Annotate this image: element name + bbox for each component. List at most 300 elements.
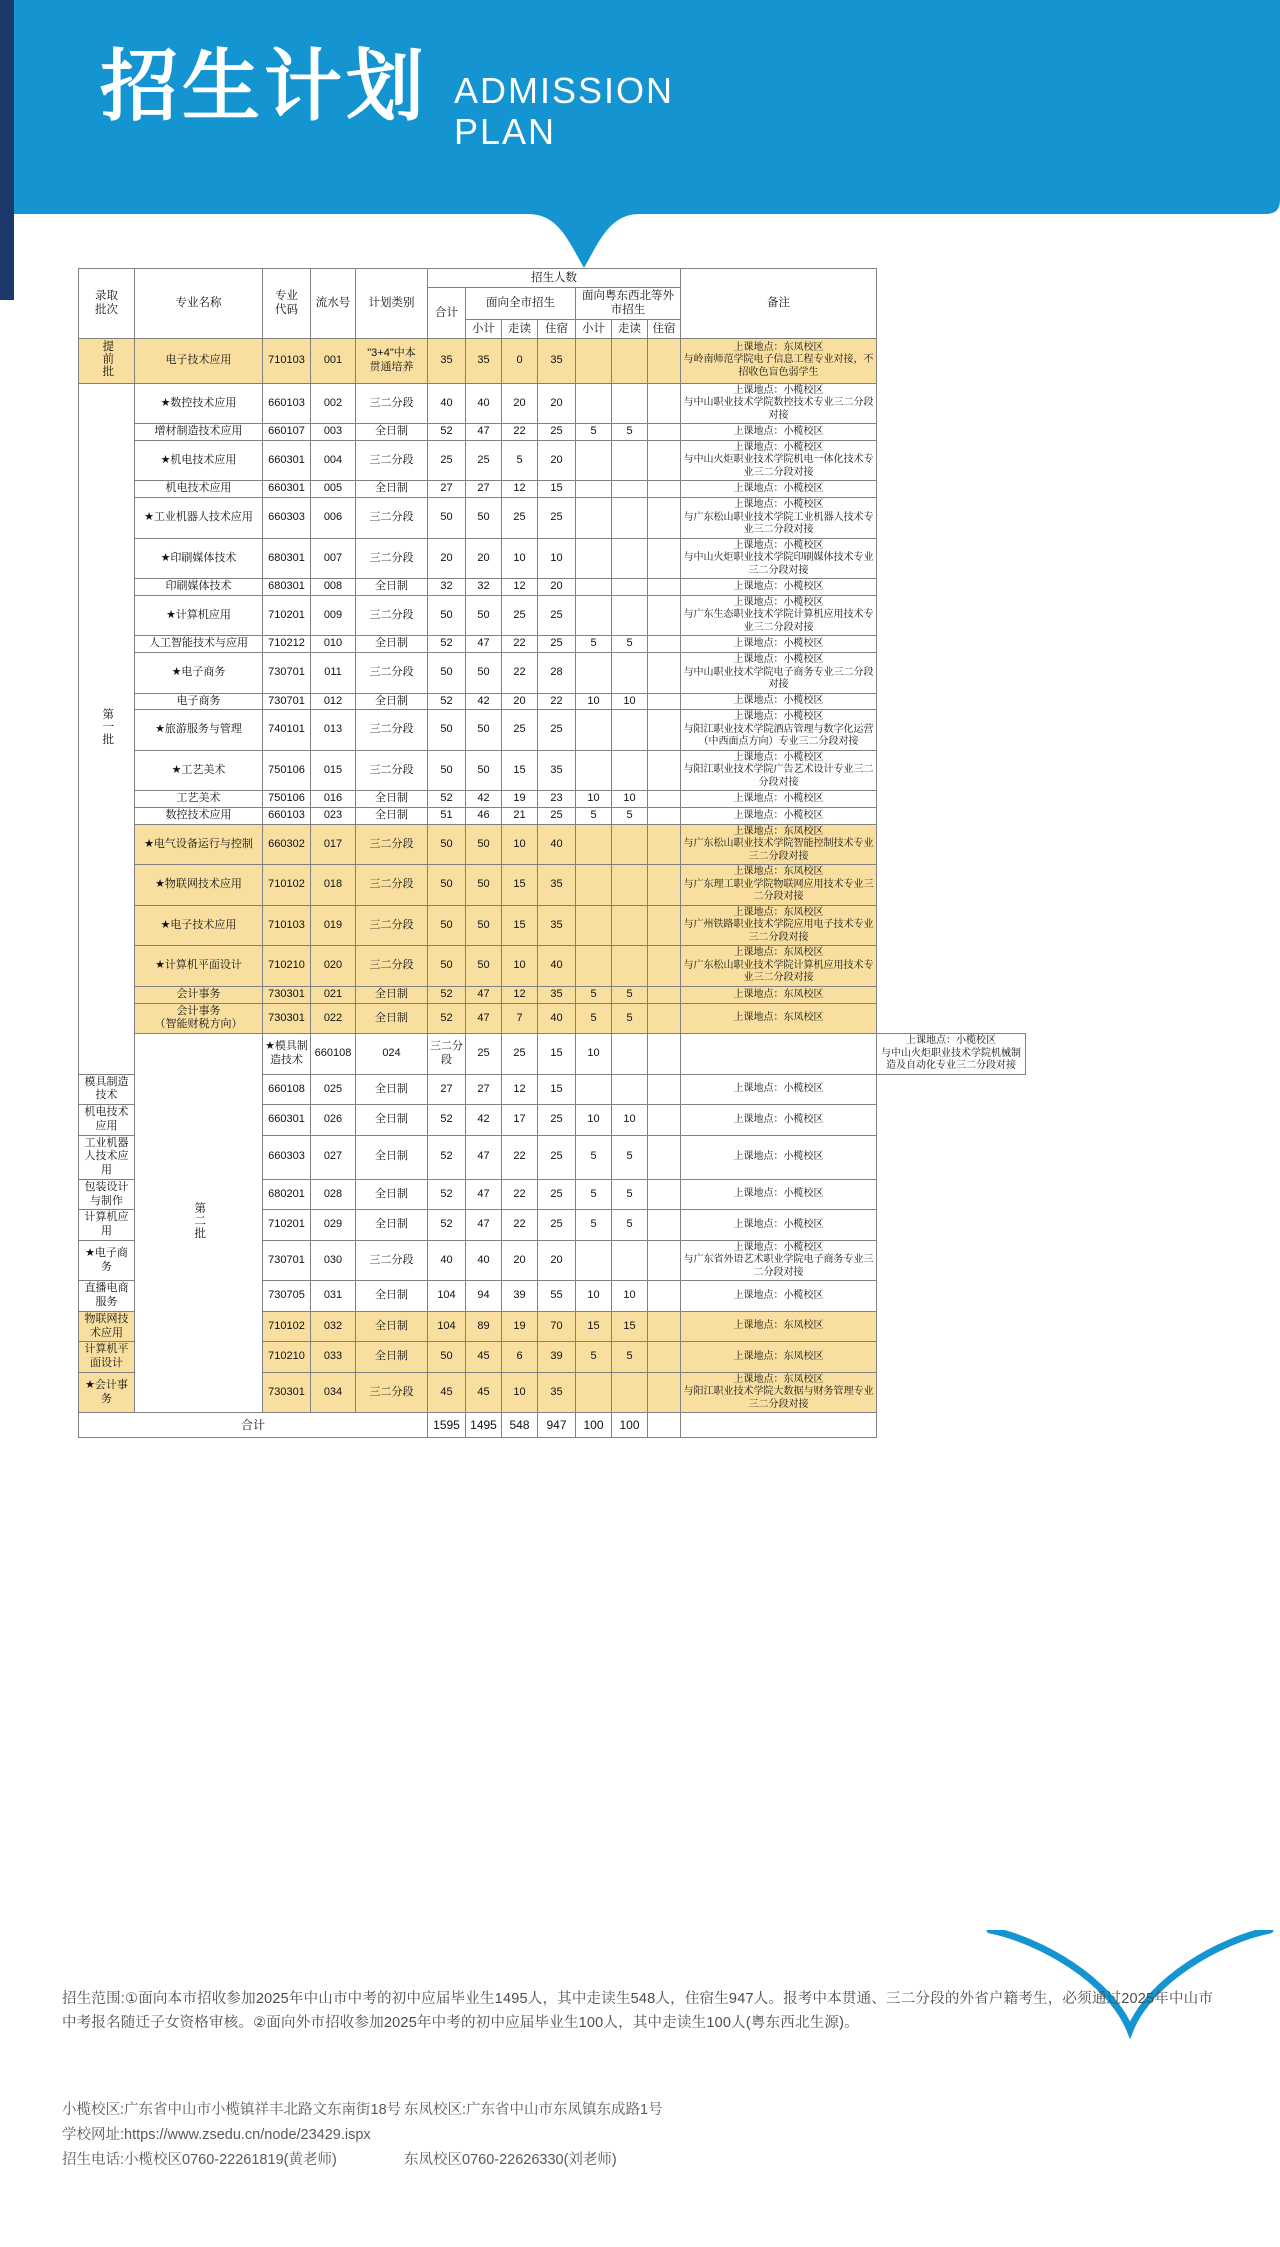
cell-remark: 上课地点：小榄校区 — [681, 1210, 877, 1241]
cell-remark: 上课地点：东凤校区 — [681, 1342, 877, 1373]
cell-outside-sub — [576, 710, 612, 751]
cell-major-name: 人工智能技术与应用 — [135, 636, 263, 653]
cell-outside-day: 5 — [612, 1342, 648, 1373]
cell-outside-board — [648, 595, 681, 636]
cell-total: 50 — [428, 824, 466, 865]
cell-outside-board — [648, 1135, 681, 1179]
cell-plan-type: "3+4"中本 贯通培养 — [356, 338, 428, 383]
cell-outside-sub — [576, 538, 612, 579]
cell-major-code: 660107 — [263, 424, 311, 441]
cell-remark: 上课地点：小榄校区 与中山火炬职业技术学院印刷媒体技术专业三二分段对接 — [681, 538, 877, 579]
cell-total: 25 — [428, 440, 466, 481]
cell-remark: 上课地点：小榄校区 — [681, 481, 877, 498]
table-row — [79, 750, 1026, 791]
cell-citywide-board: 70 — [538, 1311, 576, 1342]
cell-major-name: ★机电技术应用 — [135, 440, 263, 481]
campus-xiaolan-address: 小榄校区:广东省中山市小榄镇祥丰北路文东南街18号 — [62, 2102, 402, 2118]
th-citywide: 面向全市招生 — [466, 288, 576, 320]
cell-remark: 上课地点：东凤校区 与阳江职业技术学院大数据与财务管理专业三二分段对接 — [681, 1372, 877, 1413]
cell-remark: 上课地点：小榄校区 与广东生态职业技术学院计算机应用技术专业三二分段对接 — [681, 595, 877, 636]
cell-major-name: ★模具制造技术 — [263, 1034, 311, 1075]
cell-total: 52 — [428, 986, 466, 1003]
cell-citywide-board: 40 — [538, 824, 576, 865]
cell-serial: 026 — [311, 1105, 356, 1136]
cell-outside-day — [612, 383, 648, 424]
batch-label: 第一批 — [101, 707, 114, 746]
cell-serial: 011 — [311, 653, 356, 694]
cell-serial: 003 — [311, 424, 356, 441]
cell-outside-day: 5 — [612, 1003, 648, 1034]
cell-outside-board — [648, 710, 681, 751]
cell-citywide-sub: 47 — [466, 1179, 502, 1210]
cell-remark: 上课地点：小榄校区 与中山火炬职业技术学院机电一体化技术专业三二分段对接 — [681, 440, 877, 481]
cell-outside-board — [648, 1281, 681, 1312]
cell-citywide-sub: 46 — [466, 808, 502, 825]
cell-serial: 022 — [311, 1003, 356, 1034]
cell-major-code: 710102 — [263, 1311, 311, 1342]
campus-dongfeng-address: 东凤校区:广东省中山市东凤镇东成路1号 — [404, 2102, 663, 2118]
total-outside-sub: 100 — [576, 1413, 612, 1438]
cell-citywide-board: 35 — [538, 750, 576, 791]
cell-outside-sub: 5 — [576, 1210, 612, 1241]
cell-total: 35 — [428, 338, 466, 383]
cell-major-name: 直播电商服务 — [79, 1281, 135, 1312]
cell-citywide-day: 0 — [502, 338, 538, 383]
cell-citywide-day: 10 — [502, 946, 538, 987]
cell-outside-board — [648, 946, 681, 987]
cell-outside-board — [648, 791, 681, 808]
cell-remark: 上课地点：小榄校区 — [681, 424, 877, 441]
total-citywide-sub: 1495 — [466, 1413, 502, 1438]
th-citywide-board: 住宿 — [538, 319, 576, 338]
cell-plan-type: 全日制 — [356, 1281, 428, 1312]
th-outside: 面向粤东西北等外市招生 — [576, 288, 681, 320]
cell-remark: 上课地点：东凤校区 与广东松山职业技术学院智能控制技术专业三二分段对接 — [681, 824, 877, 865]
cell-outside-board — [648, 1003, 681, 1034]
cell-citywide-board: 25 — [538, 636, 576, 653]
cell-citywide-day: 15 — [538, 1034, 576, 1075]
cell-outside-sub — [576, 905, 612, 946]
table-row — [79, 865, 1026, 906]
cell-citywide-board: 22 — [538, 693, 576, 710]
cell-outside-day — [612, 1372, 648, 1413]
cell-citywide-sub: 47 — [466, 1003, 502, 1034]
cell-plan-type: 三二分段 — [356, 595, 428, 636]
cell-remark: 上课地点：小榄校区 — [681, 579, 877, 596]
cell-citywide-board: 40 — [538, 946, 576, 987]
cell-outside-day — [612, 1074, 648, 1105]
admission-plan-table — [78, 268, 1026, 1438]
cell-outside-day — [612, 750, 648, 791]
cell-outside-sub: 10 — [576, 791, 612, 808]
cell-citywide-sub: 89 — [466, 1311, 502, 1342]
cell-outside-day — [612, 338, 648, 383]
cell-major-code: 680301 — [263, 538, 311, 579]
cell-plan-type: 全日制 — [356, 808, 428, 825]
cell-serial: 019 — [311, 905, 356, 946]
cell-citywide-day: 22 — [502, 1210, 538, 1241]
cell-major-name: ★工艺美术 — [135, 750, 263, 791]
cell-citywide-board: 39 — [538, 1342, 576, 1373]
cell-citywide-board: 15 — [538, 1074, 576, 1105]
cell-outside-sub — [576, 383, 612, 424]
cell-citywide-board: 20 — [538, 383, 576, 424]
th-outside-sub: 小计 — [576, 319, 612, 338]
cell-plan-type: 全日制 — [356, 1179, 428, 1210]
cell-outside-board — [648, 693, 681, 710]
cell-major-code: 750106 — [263, 750, 311, 791]
cell-major-name: ★计算机应用 — [135, 595, 263, 636]
cell-major-code: 660301 — [263, 1105, 311, 1136]
cell-major-code: 680201 — [263, 1179, 311, 1210]
cell-citywide-day: 20 — [502, 383, 538, 424]
cell-total: 52 — [428, 1210, 466, 1241]
cell-outside-board — [648, 538, 681, 579]
cell-plan-type: 三二分段 — [356, 498, 428, 539]
cell-citywide-day: 21 — [502, 808, 538, 825]
cell-batch — [135, 1034, 263, 1413]
cell-outside-sub — [576, 1074, 612, 1105]
cell-citywide-sub: 27 — [466, 1074, 502, 1105]
cell-total: 104 — [428, 1281, 466, 1312]
cell-plan-type: 全日制 — [356, 693, 428, 710]
school-website[interactable]: 学校网址:https://www.zsedu.cn/node/23429.ispx — [62, 2126, 371, 2143]
th-batch-l1: 录取 — [95, 290, 118, 302]
cell-major-code: 750106 — [263, 791, 311, 808]
cell-major-name: 工业机器人技术应用 — [79, 1135, 135, 1179]
cell-major-name: 机电技术应用 — [135, 481, 263, 498]
cell-remark: 上课地点：小榄校区 与中山职业技术学院电子商务专业三二分段对接 — [681, 653, 877, 694]
th-outside-day: 走读 — [612, 319, 648, 338]
admission-plan-table-container — [78, 268, 1026, 1438]
cell-serial: 012 — [311, 693, 356, 710]
cell-major-code: 730301 — [263, 986, 311, 1003]
cell-citywide-board: 25 — [538, 808, 576, 825]
cell-citywide-day: 22 — [502, 424, 538, 441]
cell-outside-day — [612, 946, 648, 987]
cell-total: 27 — [428, 481, 466, 498]
cell-citywide-sub: 50 — [466, 946, 502, 987]
cell-citywide-board: 20 — [538, 1240, 576, 1281]
cell-outside-board — [648, 808, 681, 825]
cell-serial: 009 — [311, 595, 356, 636]
cell-citywide-board: 10 — [576, 1034, 612, 1075]
cell-outside-day — [612, 905, 648, 946]
batch-label: 第二批 — [193, 1202, 206, 1240]
cell-plan-type: 全日制 — [356, 424, 428, 441]
total-remark — [681, 1413, 877, 1438]
cell-citywide-board: 20 — [538, 579, 576, 596]
cell-outside-board — [648, 750, 681, 791]
cell-remark: 上课地点：小榄校区 — [681, 693, 877, 710]
cell-citywide-board: 25 — [538, 498, 576, 539]
cell-remark: 上课地点：小榄校区 — [681, 1105, 877, 1136]
cell-outside-sub: 5 — [576, 1003, 612, 1034]
page-title-cn: 招生计划 — [100, 42, 429, 132]
cell-citywide-sub: 47 — [466, 1135, 502, 1179]
cell-major-name: ★旅游服务与管理 — [135, 710, 263, 751]
cell-remark: 上课地点：小榄校区 与中山火炬职业技术学院机械制造及自动化专业三二分段对接 — [877, 1034, 1026, 1075]
cell-citywide-board: 25 — [538, 1179, 576, 1210]
cell-citywide-day: 20 — [502, 693, 538, 710]
cell-serial: 020 — [311, 946, 356, 987]
cell-citywide-day: 22 — [502, 1179, 538, 1210]
cell-outside-board — [648, 579, 681, 596]
cell-citywide-day: 12 — [502, 481, 538, 498]
cell-citywide-day: 7 — [502, 1003, 538, 1034]
cell-citywide-board: 10 — [538, 538, 576, 579]
cell-major-code: 660301 — [263, 440, 311, 481]
cell-outside-board — [648, 653, 681, 694]
th-major-code-l1: 专业 — [275, 290, 298, 302]
cell-total: 50 — [428, 905, 466, 946]
th-total: 合计 — [428, 288, 466, 339]
cell-serial: 008 — [311, 579, 356, 596]
cell-major-name: ★工业机器人技术应用 — [135, 498, 263, 539]
cell-outside-sub: 10 — [576, 693, 612, 710]
page-title-en-line2: PLAN — [454, 111, 557, 153]
cell-remark: 上课地点：小榄校区 与阳江职业技术学院广告艺术设计专业三二分段对接 — [681, 750, 877, 791]
cell-outside-day — [612, 481, 648, 498]
cell-serial: 031 — [311, 1281, 356, 1312]
cell-outside-sub — [576, 653, 612, 694]
cell-outside-sub — [576, 750, 612, 791]
cell-citywide-sub: 47 — [466, 986, 502, 1003]
th-citywide-day: 走读 — [502, 319, 538, 338]
page-title-en — [454, 48, 674, 153]
table-row — [79, 424, 1026, 441]
cell-remark: 上课地点：东凤校区 与广东理工职业学院物联网应用技术专业三二分段对接 — [681, 865, 877, 906]
cell-outside-day: 5 — [612, 1210, 648, 1241]
cell-outside-sub: 5 — [576, 1342, 612, 1373]
cell-total: 40 — [428, 1240, 466, 1281]
cell-outside-day — [612, 653, 648, 694]
th-remark: 备注 — [681, 269, 877, 339]
cell-serial: 002 — [311, 383, 356, 424]
cell-outside-sub: 5 — [576, 1179, 612, 1210]
cell-major-name: ★印刷媒体技术 — [135, 538, 263, 579]
cell-citywide-sub: 47 — [466, 424, 502, 441]
cell-total: 20 — [428, 538, 466, 579]
cell-major-name: ★会计事务 — [79, 1372, 135, 1413]
cell-major-code: 730705 — [263, 1281, 311, 1312]
cell-citywide-day: 22 — [502, 1135, 538, 1179]
cell-major-code: 710102 — [263, 865, 311, 906]
total-outside-day: 100 — [612, 1413, 648, 1438]
cell-plan-type: 全日制 — [356, 791, 428, 808]
cell-major-name: ★数控技术应用 — [135, 383, 263, 424]
cell-total: 50 — [428, 946, 466, 987]
cell-outside-board — [648, 636, 681, 653]
cell-outside-day — [648, 1034, 681, 1075]
cell-total: 40 — [428, 383, 466, 424]
cell-outside-sub: 5 — [576, 636, 612, 653]
cell-outside-board — [648, 1342, 681, 1373]
cell-citywide-board: 15 — [538, 481, 576, 498]
cell-major-name: ★计算机平面设计 — [135, 946, 263, 987]
cell-total: 52 — [428, 1105, 466, 1136]
cell-plan-type: 全日制 — [356, 1342, 428, 1373]
cell-citywide-sub: 50 — [466, 710, 502, 751]
cell-outside-day — [612, 710, 648, 751]
cell-major-name: ★物联网技术应用 — [135, 865, 263, 906]
th-major-name: 专业名称 — [135, 269, 263, 339]
cell-serial: 027 — [311, 1135, 356, 1179]
navy-side-rail — [0, 0, 70, 300]
cell-major-code: 660302 — [263, 824, 311, 865]
cell-citywide-sub: 45 — [466, 1342, 502, 1373]
cell-outside-board — [648, 338, 681, 383]
cell-plan-type: 三二分段 — [356, 1240, 428, 1281]
table-row — [79, 440, 1026, 481]
cell-outside-sub — [576, 440, 612, 481]
cell-outside-day: 10 — [612, 693, 648, 710]
cell-major-code: 710103 — [263, 905, 311, 946]
table-row — [79, 538, 1026, 579]
cell-citywide-sub: 47 — [466, 636, 502, 653]
cell-serial: 028 — [311, 1179, 356, 1210]
cell-total: 50 — [428, 595, 466, 636]
cell-major-name: 电子技术应用 — [135, 338, 263, 383]
cell-citywide-day: 20 — [502, 1240, 538, 1281]
cell-major-code: 660103 — [263, 383, 311, 424]
cell-serial: 005 — [311, 481, 356, 498]
banner-title-group — [100, 42, 675, 153]
cell-citywide-sub: 25 — [466, 440, 502, 481]
cell-major-code: 710201 — [263, 1210, 311, 1241]
cell-outside-sub: 10 — [576, 1105, 612, 1136]
cell-outside-day — [612, 579, 648, 596]
cell-major-code: 730701 — [263, 653, 311, 694]
total-total: 1595 — [428, 1413, 466, 1438]
cell-outside-day: 10 — [612, 1281, 648, 1312]
cell-plan-type: 三二分段 — [356, 440, 428, 481]
cell-major-code: 730301 — [263, 1003, 311, 1034]
cell-plan-type: 全日制 — [356, 1210, 428, 1241]
cell-plan-type: 三二分段 — [356, 865, 428, 906]
cell-total: 50 — [428, 653, 466, 694]
table-row — [79, 1034, 1026, 1075]
cell-total: 50 — [428, 498, 466, 539]
cell-major-code: 730701 — [263, 693, 311, 710]
cell-serial: 015 — [311, 750, 356, 791]
cell-remark: 上课地点：小榄校区 与中山职业技术学院数控技术专业三二分段对接 — [681, 383, 877, 424]
cell-outside-sub: 5 — [576, 986, 612, 1003]
cell-citywide-sub: 35 — [466, 338, 502, 383]
cell-remark: 上课地点：东凤校区 — [681, 1311, 877, 1342]
table-row — [79, 693, 1026, 710]
table-row — [79, 1003, 1026, 1034]
cell-outside-board — [681, 1034, 877, 1075]
cell-outside-sub — [576, 595, 612, 636]
cell-plan-type: 全日制 — [356, 1074, 428, 1105]
cell-citywide-board: 35 — [538, 905, 576, 946]
cell-citywide-sub: 32 — [466, 579, 502, 596]
cell-plan-type: 全日制 — [356, 579, 428, 596]
cell-major-name: ★电子商务 — [79, 1240, 135, 1281]
cell-plan-type: 全日制 — [356, 1003, 428, 1034]
cell-citywide-sub: 40 — [466, 383, 502, 424]
cell-citywide-day: 15 — [502, 865, 538, 906]
cell-citywide-board: 25 — [538, 1105, 576, 1136]
cell-citywide-board: 28 — [538, 653, 576, 694]
cell-remark: 上课地点：小榄校区 与阳江职业技术学院酒店管理与数字化运营（中西面点方向）专业三二分段对接 — [681, 710, 877, 751]
cell-major-name: ★电气设备运行与控制 — [135, 824, 263, 865]
cell-total: 51 — [428, 808, 466, 825]
cell-total: 52 — [428, 1135, 466, 1179]
table-row — [79, 595, 1026, 636]
cell-outside-sub — [576, 865, 612, 906]
cell-major-code: 710210 — [263, 946, 311, 987]
cell-outside-day — [612, 595, 648, 636]
cell-total: 52 — [428, 636, 466, 653]
cell-citywide-board: 25 — [538, 710, 576, 751]
cell-outside-sub — [576, 1240, 612, 1281]
cell-outside-sub — [576, 824, 612, 865]
cell-outside-sub: 5 — [576, 808, 612, 825]
total-label: 合计 — [79, 1413, 428, 1438]
cell-outside-day: 15 — [612, 1311, 648, 1342]
cell-major-code: 710201 — [263, 595, 311, 636]
cell-outside-board — [648, 824, 681, 865]
cell-remark: 上课地点：小榄校区 — [681, 1281, 877, 1312]
cell-outside-board — [648, 1210, 681, 1241]
cell-outside-board — [648, 498, 681, 539]
cell-serial: 010 — [311, 636, 356, 653]
cell-serial: 004 — [311, 440, 356, 481]
cell-serial: 029 — [311, 1210, 356, 1241]
cell-major-name: 计算机平面设计 — [79, 1342, 135, 1373]
cell-citywide-day: 22 — [502, 636, 538, 653]
cell-outside-day — [612, 865, 648, 906]
cell-total: 52 — [428, 693, 466, 710]
cell-citywide-sub: 20 — [466, 538, 502, 579]
cell-total: 52 — [428, 1003, 466, 1034]
th-batch-l2: 批次 — [95, 304, 118, 317]
cell-remark: 上课地点：东凤校区 — [681, 986, 877, 1003]
cell-remark: 上课地点：东凤校区 与岭南师范学院电子信息工程专业对接，不招收色盲色弱学生 — [681, 338, 877, 383]
cell-batch — [79, 338, 135, 383]
cell-citywide-board: 23 — [538, 791, 576, 808]
cell-citywide-day: 6 — [502, 1342, 538, 1373]
cell-outside-sub — [576, 481, 612, 498]
cell-serial: 017 — [311, 824, 356, 865]
cell-citywide-day: 25 — [502, 710, 538, 751]
cell-citywide-day: 39 — [502, 1281, 538, 1312]
th-plan-type: 计划类别 — [356, 269, 428, 339]
cell-remark: 上课地点：东凤校区 与广州铁路职业技术学院应用电子技术专业三二分段对接 — [681, 905, 877, 946]
cell-major-name: 电子商务 — [135, 693, 263, 710]
cell-outside-sub — [612, 1034, 648, 1075]
table-row — [79, 808, 1026, 825]
cell-citywide-sub: 25 — [502, 1034, 538, 1075]
cell-remark: 上课地点：小榄校区 — [681, 808, 877, 825]
total-outside-board — [648, 1413, 681, 1438]
cell-citywide-board: 25 — [538, 1135, 576, 1179]
cell-citywide-day: 19 — [502, 1311, 538, 1342]
cell-total: 52 — [428, 424, 466, 441]
cell-outside-board — [648, 383, 681, 424]
cell-citywide-board: 35 — [538, 1372, 576, 1413]
cell-plan-type: 三二分段 — [356, 653, 428, 694]
cell-outside-day — [612, 498, 648, 539]
cell-citywide-day: 25 — [502, 595, 538, 636]
cell-remark: 上课地点：东凤校区 与广东松山职业技术学院计算机应用技术专业三二分段对接 — [681, 946, 877, 987]
th-enroll-count: 招生人数 — [428, 269, 681, 288]
cell-major-code: 660108 — [311, 1034, 356, 1075]
cell-outside-sub — [576, 946, 612, 987]
cell-major-name: 增材制造技术应用 — [135, 424, 263, 441]
